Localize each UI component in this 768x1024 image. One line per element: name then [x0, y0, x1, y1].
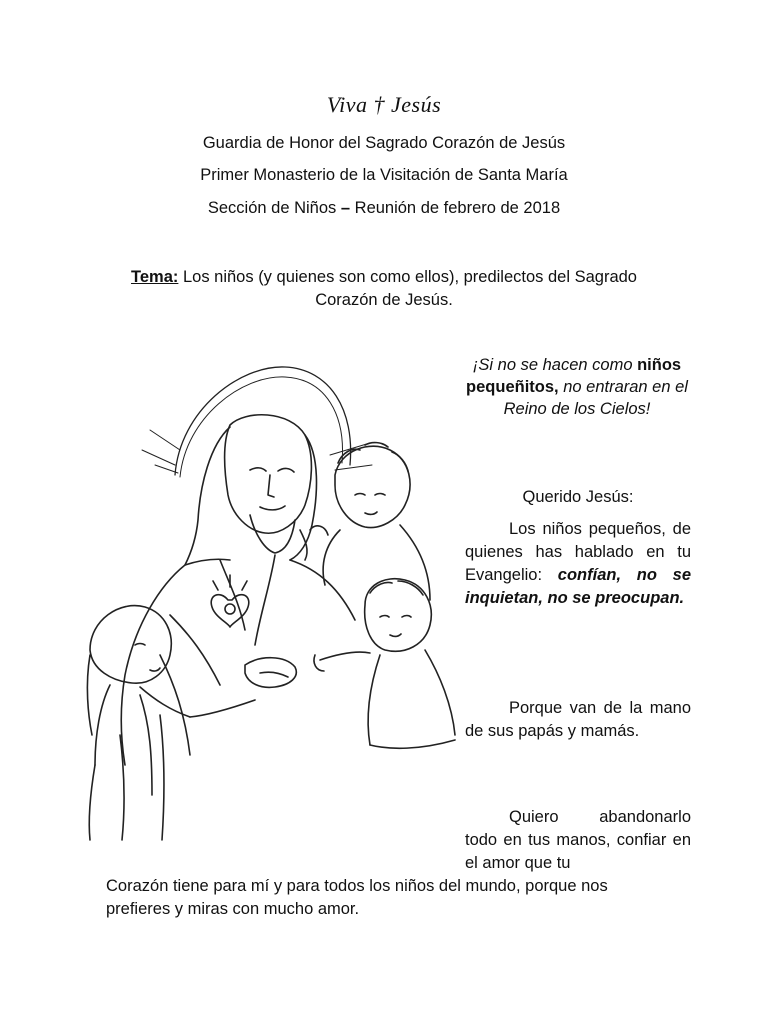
section-dash: – — [340, 199, 351, 217]
paragraph-1-emphasis: confían, no se inquietan, no se preocupan. — [465, 566, 691, 607]
subtitle-organization: Guardia de Honor del Sagrado Corazón de Jesús — [202, 134, 566, 152]
page-title: Viva † Jesús — [326, 92, 442, 117]
jesus-figure — [121, 415, 355, 795]
bible-quote — [462, 354, 692, 420]
quote-bold: niños pequeñitos, — [466, 356, 682, 396]
letter-paragraph-3-continued: Corazón tiene para mí y para todos los niños del mundo, porque nos prefieres y miras con mucho amor. — [106, 877, 608, 918]
letter-paragraph-3: Quiero abandonarlo todo en tus manos, confiar en el amor que tu — [465, 808, 691, 872]
paragraph-1-text: Los niños pequeños, de quienes has hablado en tu Evangelio: — [465, 520, 691, 584]
meeting-date: Reunión de febrero de 2018 — [350, 199, 561, 217]
quote-part2: no entraran en el Reino de los Cielos! — [503, 378, 688, 418]
section-name: Sección de Niños — [207, 199, 337, 217]
jesus-with-children-illustration — [80, 355, 465, 845]
subtitle-monastery: Primer Monasterio de la Visitación de Santa María — [200, 166, 568, 184]
topic-text: Los niños (y quienes son como ellos), predilectos del Sagrado Corazón de Jesús. — [178, 268, 637, 309]
child-figure-top-right — [310, 443, 430, 600]
girl-figure-left — [87, 606, 255, 840]
subtitle-section — [0, 199, 768, 218]
letter-paragraph-1 — [465, 518, 691, 610]
baby-figure — [314, 579, 455, 749]
topic-label: Tema: — [131, 268, 179, 286]
letter-greeting: Querido Jesús: — [522, 488, 634, 506]
halo-icon — [142, 367, 372, 477]
topic — [100, 266, 668, 312]
letter-paragraph-2: Porque van de la mano de sus papás y mamás. — [465, 699, 691, 740]
quote-part1: ¡Si no se hacen como — [472, 356, 638, 374]
